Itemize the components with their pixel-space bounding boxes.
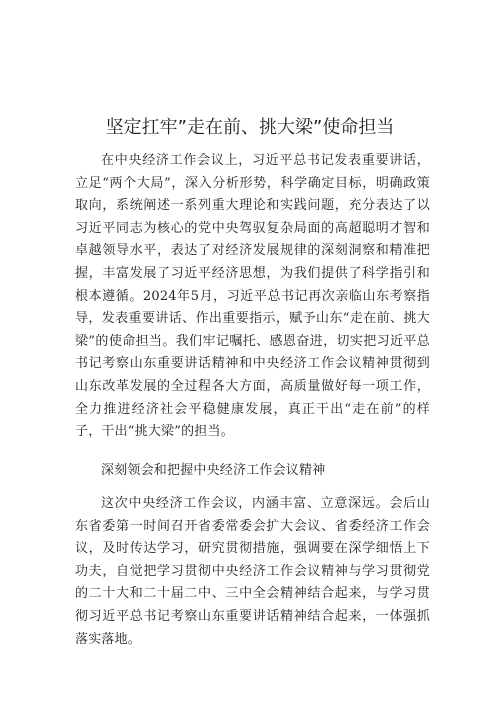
section-heading: 深刻领会和把握中央经济工作会议精神 [101, 463, 326, 478]
document-title: 坚定扛牢”走在前、挑大梁”使命担当 [105, 117, 395, 138]
paragraph-section-1: 这次中央经济工作会议，内涵丰富、立意深远。会后山东省委第一时间召开省委常委会扩大会议、省委经济工作会议，及时传达学习，研究贯彻措施，强调要在深学细悟上下功夫，自觉把学习贯彻中央经济工作会议精神与学习贯彻党的二十大和二十届二中、三中全会精神结合起来，与学习贯彻习近平总书记考察山东重要讲话精神结合起来，一体强抓落实落地。 [75, 496, 430, 647]
paragraph-intro: 在中央经济工作会议上，习近平总书记发表重要讲话，立足“两个大局”，深入分析形势，科学确定目标，明确政策取向，系统阐述一系列重大理论和实践问题，充分表达了以习近平同志为核心的党中央驾驭复杂局面的高超聪明才智和卓越领导水平，表达了对经济发展规律的深刻洞察和精准把握，丰富发展了习近平经济思想，为我们提供了科学指引和根本遵循。2024年5月，习近平总书记再次亲临山东考察指导，发表重要讲话、作出重要指示，赋予山东“走在前、挑大梁”的使命担当。我们牢记嘱托、感恩奋进，切实把习近平总书记考察山东重要讲话精神和中央经济工作会议精神贯彻到山东改革发展的全过程各大方面，高质量做好每一项工作，全力推进经济社会平稳健康发展，真正干出“走在前”的样子，干出“挑大梁”的担当。 [75, 153, 430, 440]
